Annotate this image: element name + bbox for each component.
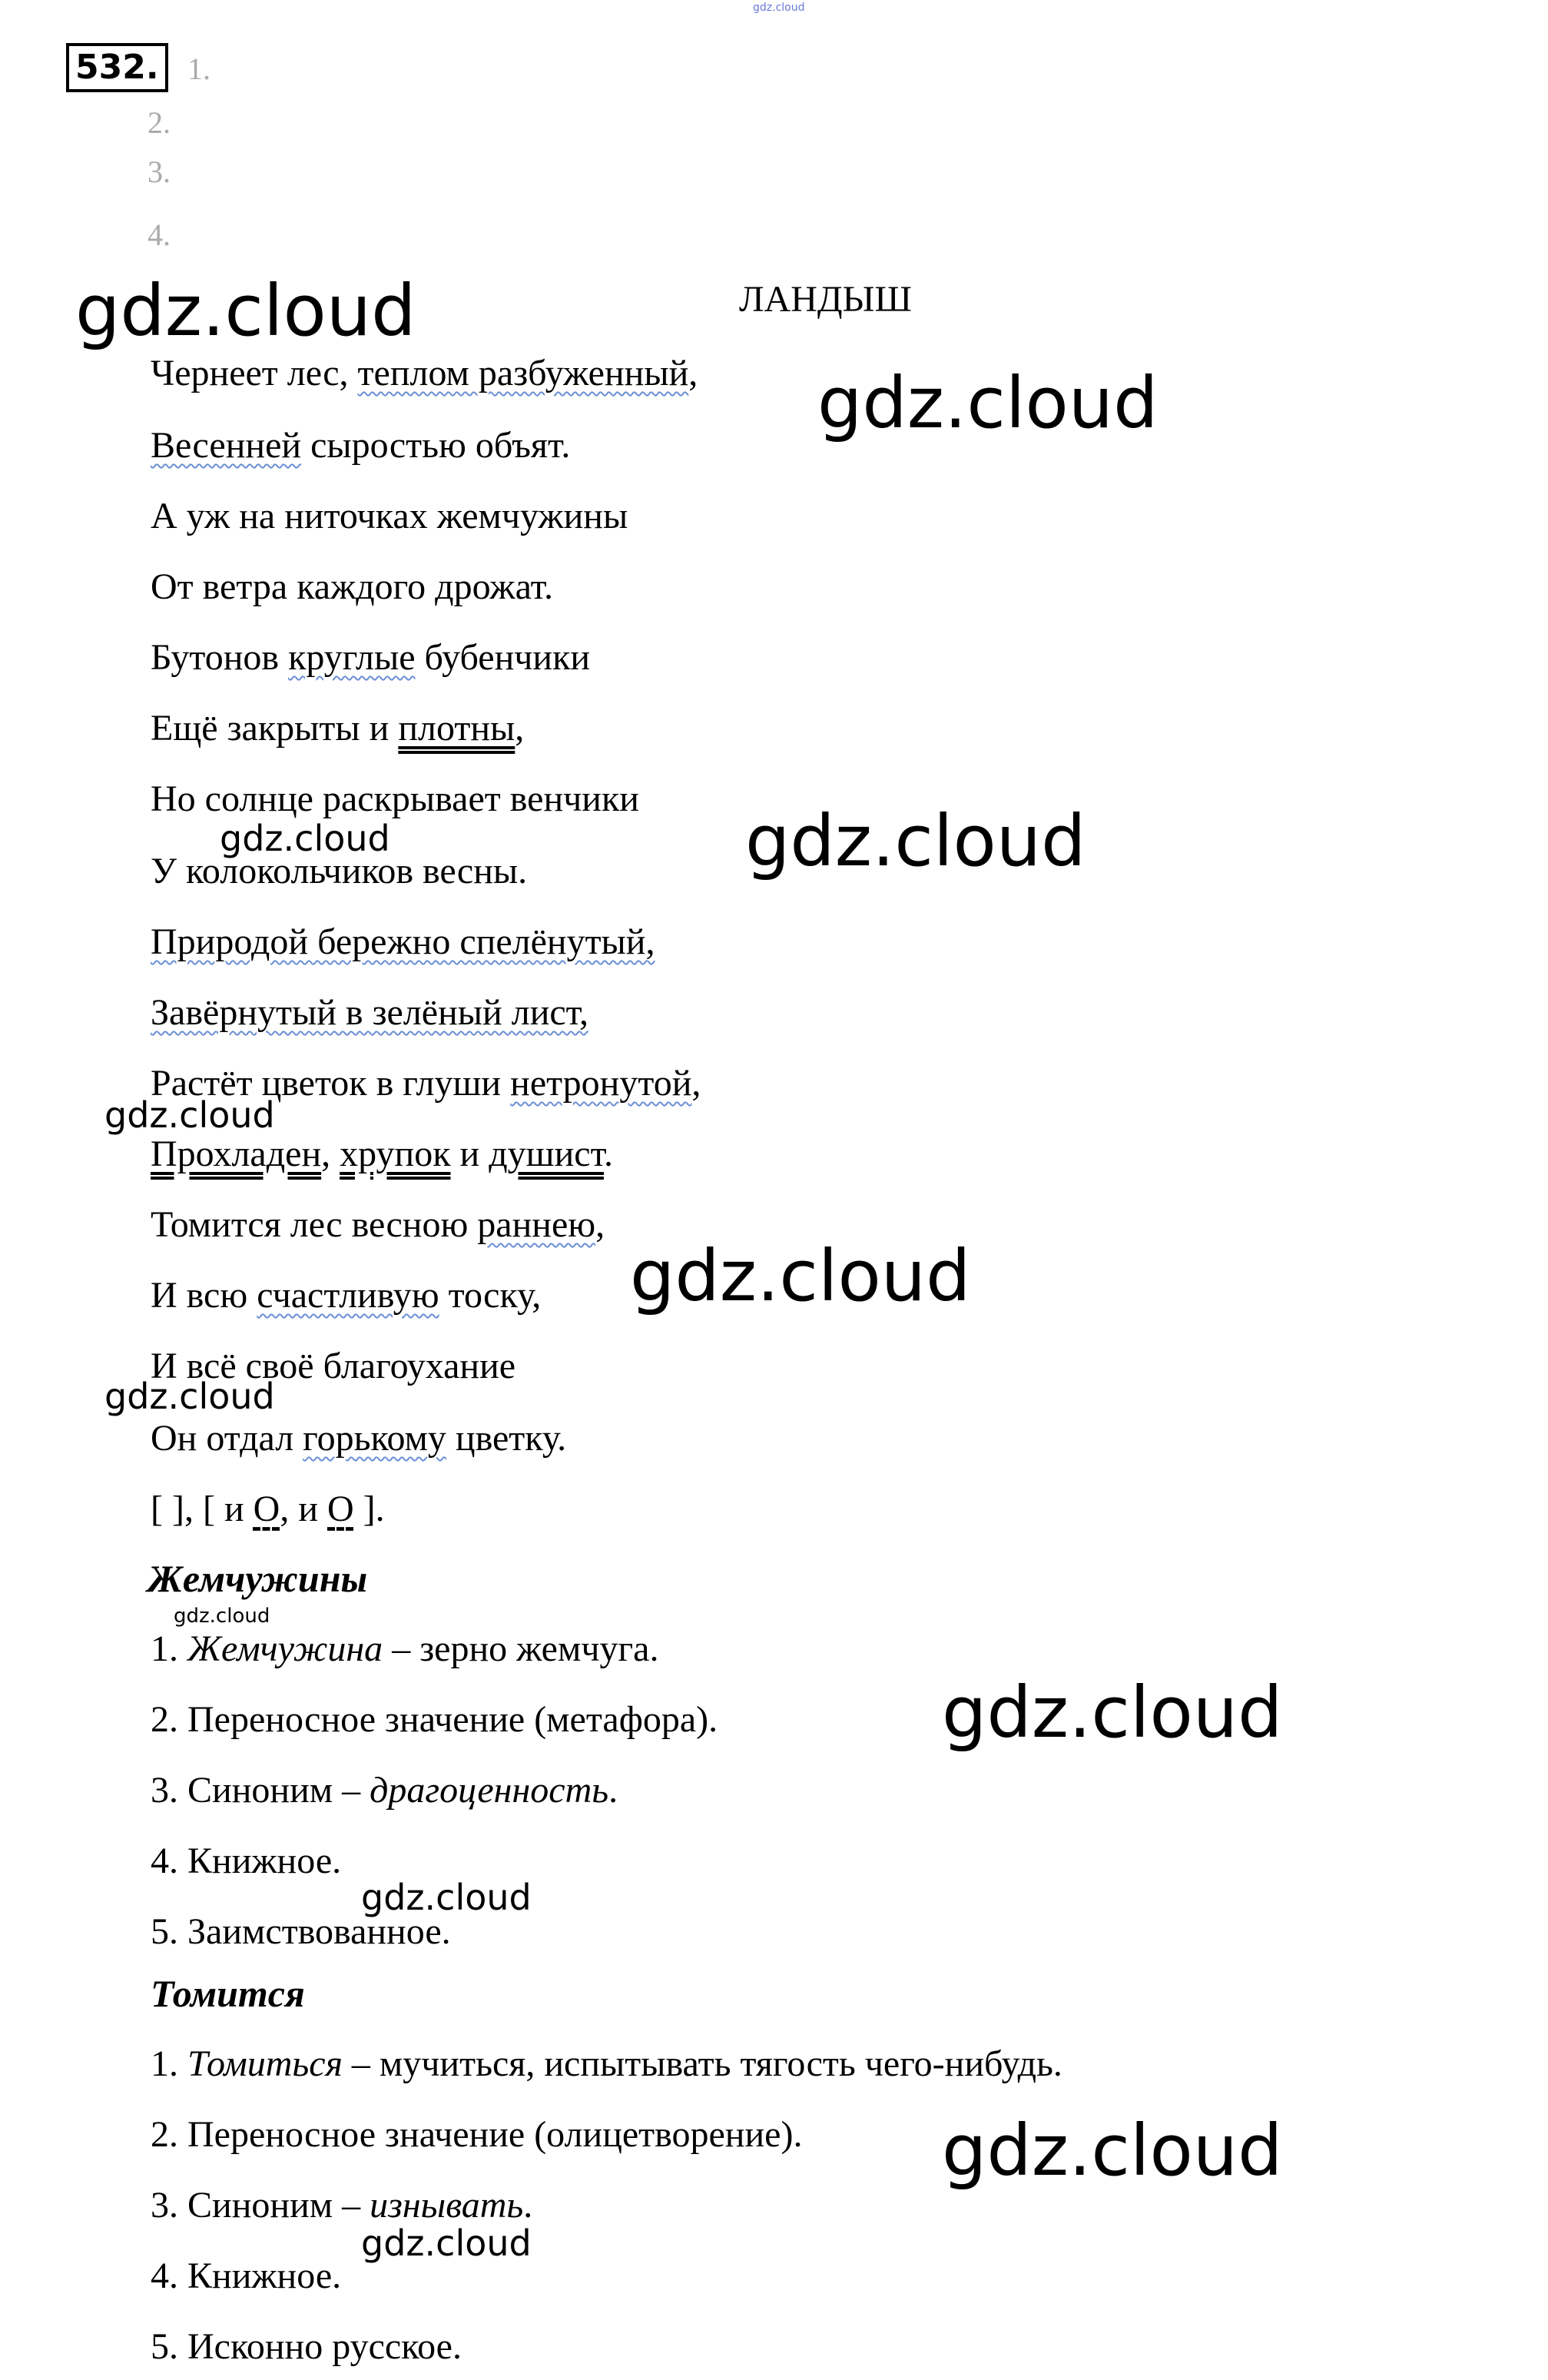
poem-line-13: Томится лес весною раннею, (151, 1204, 605, 1245)
poem-line-14: И всю счастливую тоску, (151, 1275, 542, 1316)
poem-line-3: А уж на ниточках жемчужины (151, 496, 628, 536)
word-heading-1: Жемчужины (148, 1557, 368, 1600)
watermark: gdz.cloud (361, 2222, 532, 2264)
sentence-scheme: [ ], [ и О, и О ]. (151, 1489, 385, 1529)
word2-item-5: 5. Исконно русское. (151, 2326, 462, 2367)
watermark: gdz.cloud (942, 2109, 1283, 2192)
word2-item-4: 4. Книжное. (151, 2256, 342, 2296)
poem-line-2: Весенней сыростью объят. (151, 425, 571, 466)
watermark: gdz.cloud (104, 1376, 275, 1417)
poem-line-9: Природой бережно спелёнутый, (151, 921, 655, 962)
poem-line-6: Ещё закрыты и плотны, (151, 708, 525, 749)
exercise-number: 532. (66, 43, 168, 92)
word2-item-1: 1. Томиться – мучиться, испытывать тягость чего-нибудь. (151, 2043, 1062, 2084)
poem-line-11: Растёт цветок в глуши нетронутой, (151, 1063, 701, 1104)
watermark: gdz.cloud (220, 818, 390, 859)
word-heading-2: Томится (151, 1972, 305, 2015)
word1-item-2: 2. Переносное значение (метафора). (151, 1699, 718, 1740)
list-number-4: 4. (148, 217, 171, 252)
poem-line-15: И всё своё благоухание (151, 1346, 516, 1386)
word1-item-5: 5. Заимствованное. (151, 1911, 451, 1952)
watermark: gdz.cloud (75, 270, 416, 352)
watermark: gdz.cloud (942, 1671, 1283, 1754)
watermark: gdz.cloud (817, 362, 1159, 444)
poem-line-12: Прохладен, хрупок и душист. (151, 1134, 613, 1174)
poem-line-16: Он отдал горькому цветку. (151, 1418, 567, 1459)
poem-title: ЛАНДЫШ (739, 279, 912, 320)
watermark: gdz.cloud (361, 1877, 532, 1918)
word1-item-4: 4. Книжное. (151, 1841, 342, 1881)
poem-line-5: Бутонов круглые бубенчики (151, 637, 591, 678)
list-number-3: 3. (148, 154, 171, 189)
watermark: gdz.cloud (745, 800, 1086, 882)
poem-line-8: У колокольчиков весны. (151, 851, 528, 891)
list-number-2: 2. (148, 105, 171, 140)
word2-item-2: 2. Переносное значение (олицетворение). (151, 2114, 803, 2155)
poem-line-1: Чернеет лес, теплом разбуженный, (151, 353, 698, 393)
watermark: gdz.cloud (630, 1235, 971, 1317)
word1-item-3: 3. Синоним – драгоценность. (151, 1770, 618, 1811)
word1-item-1: 1. Жемчужина – зерно жемчуга. (151, 1628, 659, 1669)
poem-line-4: От ветра каждого дрожат. (151, 566, 553, 607)
poem-line-10: Завёрнутый в зелёный лист, (151, 992, 589, 1033)
watermark: gdz.cloud (174, 1605, 270, 1628)
word2-item-3: 3. Синоним – изнывать. (151, 2185, 533, 2226)
watermark: gdz.cloud (104, 1094, 275, 1136)
top-watermark: gdz.cloud (753, 2, 805, 14)
list-number-1: 1. (187, 51, 210, 86)
poem-line-7: Но солнце раскрывает венчики (151, 778, 639, 819)
